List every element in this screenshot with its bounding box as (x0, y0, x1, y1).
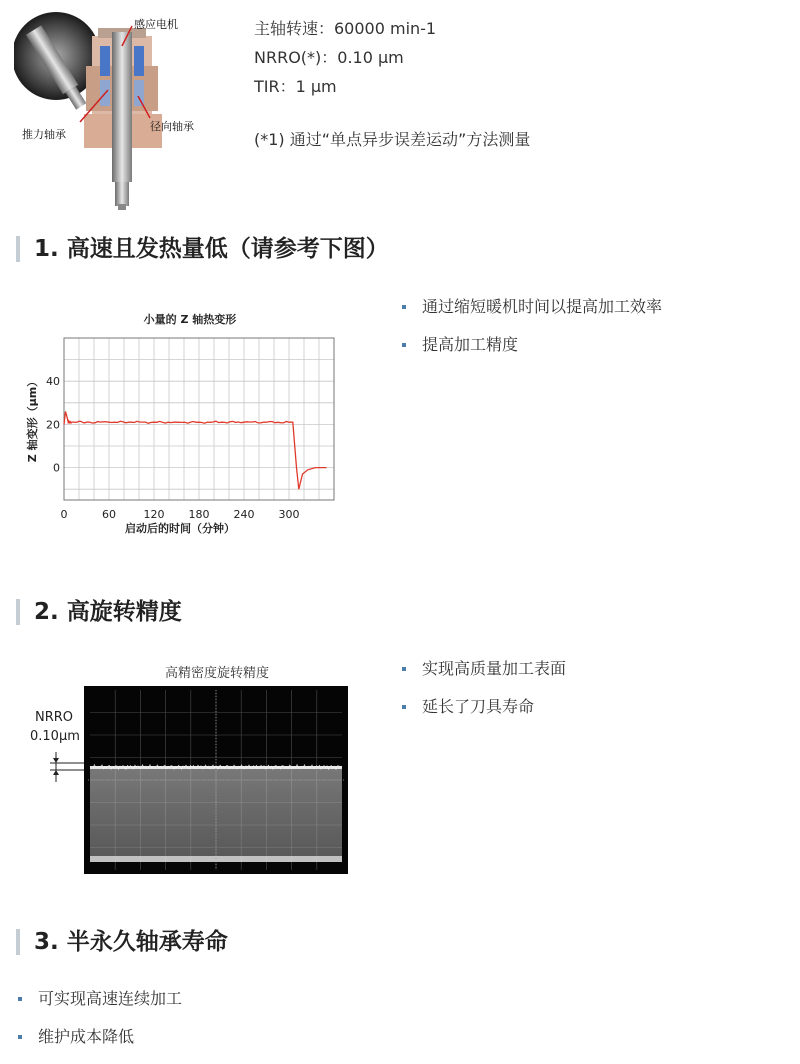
list-item: 提高加工精度 (398, 334, 662, 372)
x-tick-label: 120 (143, 508, 165, 521)
x-tick-label: 60 (102, 508, 116, 521)
nrro-value: 0.10μm (30, 729, 80, 744)
x-tick-label: 180 (188, 508, 210, 521)
bullet-icon (18, 997, 22, 1001)
section-2-heading: 2. 高旋转精度 (16, 599, 182, 625)
z-axis-thermal-chart (20, 300, 350, 545)
spindle-specs (254, 14, 436, 101)
spec-footnote: (*1) 通过“单点异步误差运动”方法测量 (254, 130, 531, 149)
section-3-heading: 3. 半永久轴承寿命 (16, 929, 228, 955)
rotation-accuracy-chart-title: 高精密度旋转精度 (164, 666, 269, 681)
nrro-annotation (30, 708, 78, 746)
bullet-icon (402, 343, 406, 347)
section-1-heading: 1. 高速且发热量低（请参考下图） (16, 236, 389, 262)
x-tick-label: 0 (60, 508, 68, 521)
label-thrust-bearing: 推力轴承 (22, 128, 66, 141)
nrro-label: NRRO (34, 710, 74, 725)
section-1-bullets (398, 296, 662, 372)
bullet-icon (18, 1035, 22, 1039)
list-item: 可实现高速连续加工 (14, 988, 182, 1026)
label-sensor-motor: 感应电机 (134, 18, 178, 31)
label-radial-bearing: 径向轴承 (150, 120, 194, 133)
series-line-z-deformation (64, 411, 327, 489)
bullet-icon (402, 305, 406, 309)
chart-title: 小量的 Z 轴热变形 (143, 313, 237, 326)
spec-speed: 主轴转速：60000 min-1 (254, 19, 437, 38)
section-2-bullets (398, 658, 566, 734)
spec-nrro: NRRO(*)：0.10 μm (254, 48, 404, 67)
x-axis-label: 启动后的时间（分钟） (125, 522, 235, 535)
list-item: 维护成本降低 (14, 1026, 182, 1064)
y-tick-label: 0 (53, 461, 60, 475)
nrro-marker-arrows (48, 752, 88, 782)
bullet-icon (402, 667, 406, 671)
x-tick-label: 240 (233, 508, 255, 521)
spec-tir: TIR：1 μm (254, 77, 337, 96)
y-tick-label: 20 (46, 418, 60, 432)
list-item: 延长了刀具寿命 (398, 696, 566, 734)
y-axis-label: Z 轴变形（μm） (26, 375, 39, 463)
bullet-icon (402, 705, 406, 709)
list-item: 实现高质量加工表面 (398, 658, 566, 696)
oscilloscope-waveform (84, 686, 348, 874)
list-item: 通过缩短暖机时间以提高加工效率 (398, 296, 662, 334)
spindle-illustration (14, 6, 214, 212)
y-tick-label: 40 (46, 375, 60, 389)
x-tick-label: 300 (278, 508, 300, 521)
